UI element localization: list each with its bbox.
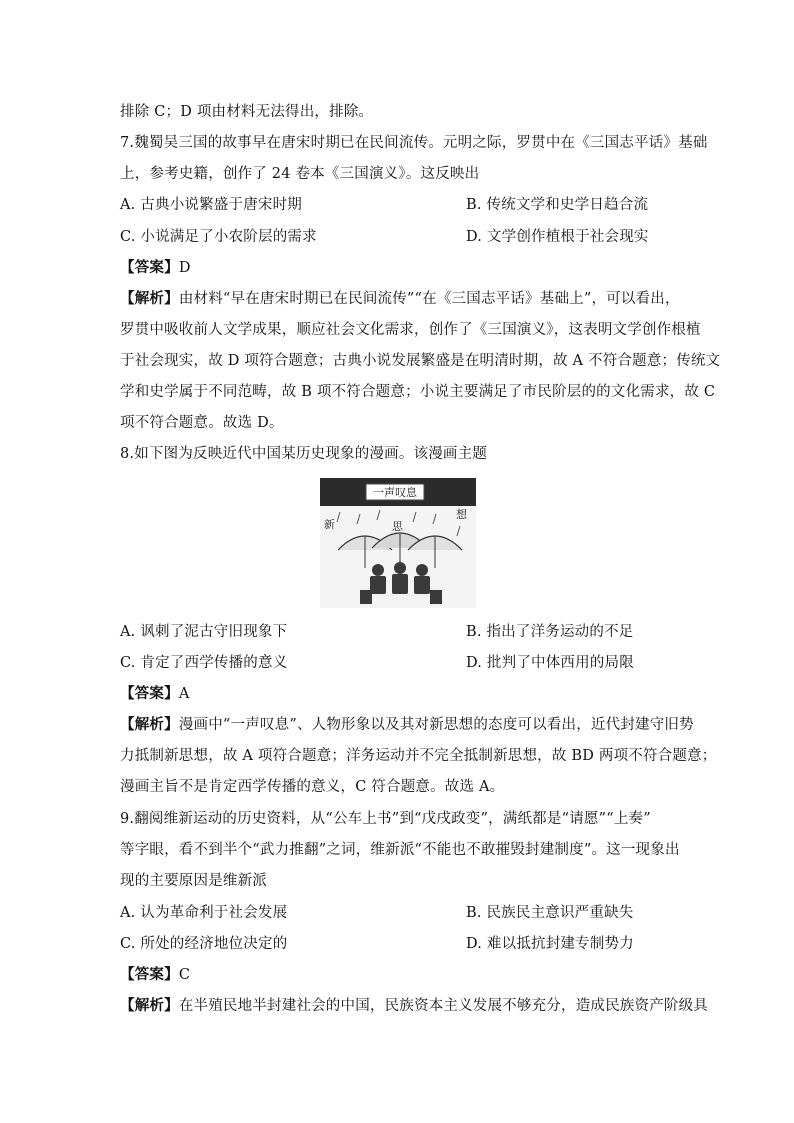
question-8-explanation: 漫画主旨不是肯定西学传播的意义，C 符合题意。故选 A。 (120, 779, 505, 795)
question-7-option-a: A. 古典小说繁盛于唐宋时期 (120, 197, 302, 213)
question-8-option-c: C. 肯定了西学传播的意义 (120, 655, 288, 671)
cartoon-title: 一声叹息 (373, 486, 417, 499)
answer-label: 【答案】 (120, 260, 179, 276)
explanation-text: 由材料“早在唐宋时期已在民间流传”“在《三国志平话》基础上”，可以看出， (178, 291, 680, 307)
question-9-stem: 等字眼，看不到半个“武力推翻”之词，维新派“不能也不敢摧毁封建制度”。这一现象出 (120, 842, 680, 858)
question-7-explanation: 于社会现实，故 D 项符合题意；古典小说发展繁盛是在明清时期，故 A 不符合题意；传统文 (120, 353, 721, 369)
cartoon-char-idea: 想 (456, 508, 467, 521)
explanation-text: 在半殖民地半封建社会的中国，民族资本主义发展不够充分，造成民族资产阶级具 (178, 998, 709, 1014)
explanation-label: 【解析】 (120, 291, 179, 307)
question-7-stem: 上，参考史籍，创作了 24 卷本《三国演义》。这反映出 (120, 166, 480, 182)
question-7-explanation: 项不符合题意。故选 D。 (120, 415, 284, 431)
answer-value: A (178, 686, 190, 702)
question-7-option-b: B. 传统文学和史学日趋合流 (466, 197, 649, 213)
question-8-explanation: 力抵制新思想，故 A 项符合题意；洋务运动并不完全抵制新思想，故 BD 两项不符合题意； (120, 748, 717, 764)
explanation-text: 漫画中“一声叹息”、人物形象以及其对新思想的态度可以看出，近代封建守旧势 (178, 717, 694, 733)
question-9-stem: 9.翻阅维新运动的历史资料，从“公车上书”到“戊戌政变”，满纸都是“请愿”“上奏” (120, 811, 651, 827)
explanation-label: 【解析】 (120, 998, 179, 1014)
question-8-option-a: A. 讽刺了泥古守旧现象下 (120, 624, 288, 640)
answer-label: 【答案】 (120, 967, 179, 983)
question-8-option-b: B. 指出了洋务运动的不足 (466, 624, 634, 640)
question-9-option-a: A. 认为革命利于社会发展 (120, 905, 288, 921)
question-9-stem: 现的主要原因是维新派 (120, 873, 267, 889)
question-7-explanation: 罗贯中吸收前人文学成果，顺应社会文化需求，创作了《三国演义》，这表明文学创作根植 (120, 322, 701, 338)
answer-label: 【答案】 (120, 686, 179, 702)
answer-value: C (178, 967, 191, 983)
text-line: 排除 C；D 项由材料无法得出，排除。 (120, 104, 374, 120)
cartoon-image (320, 478, 476, 608)
question-8-option-d: D. 批判了中体西用的局限 (466, 655, 634, 671)
question-7-answer (120, 258, 191, 278)
question-9-option-b: B. 民族民主意识严重缺失 (466, 905, 634, 921)
question-7-explanation: 学和史学属于不同范畴，故 B 项不符合题意；小说主要满足了市民阶层的的文化需求，故 C (120, 384, 716, 400)
answer-value: D (178, 260, 191, 276)
question-7-explanation (120, 289, 680, 309)
question-8-answer (120, 684, 189, 704)
explanation-label: 【解析】 (120, 717, 179, 733)
question-7-stem: 7.魏蜀吴三国的故事早在唐宋时期已在民间流传。元明之际，罗贯中在《三国志平话》基础 (120, 135, 708, 151)
question-7-option-c: C. 小说满足了小农阶层的需求 (120, 229, 317, 245)
question-9-option-c: C. 所处的经济地位决定的 (120, 936, 288, 952)
question-9-answer (120, 965, 190, 985)
question-8-explanation (120, 715, 694, 735)
question-9-explanation (120, 996, 708, 1016)
question-8-stem: 8.如下图为反映近代中国某历史现象的漫画。该漫画主题 (120, 446, 488, 462)
cartoon-char-thought: 思 (392, 520, 403, 533)
question-9-option-d: D. 难以抵抗封建专制势力 (466, 936, 634, 952)
question-7-option-d: D. 文学创作植根于社会现实 (466, 229, 649, 245)
cartoon-char-new: 新 (324, 518, 335, 531)
